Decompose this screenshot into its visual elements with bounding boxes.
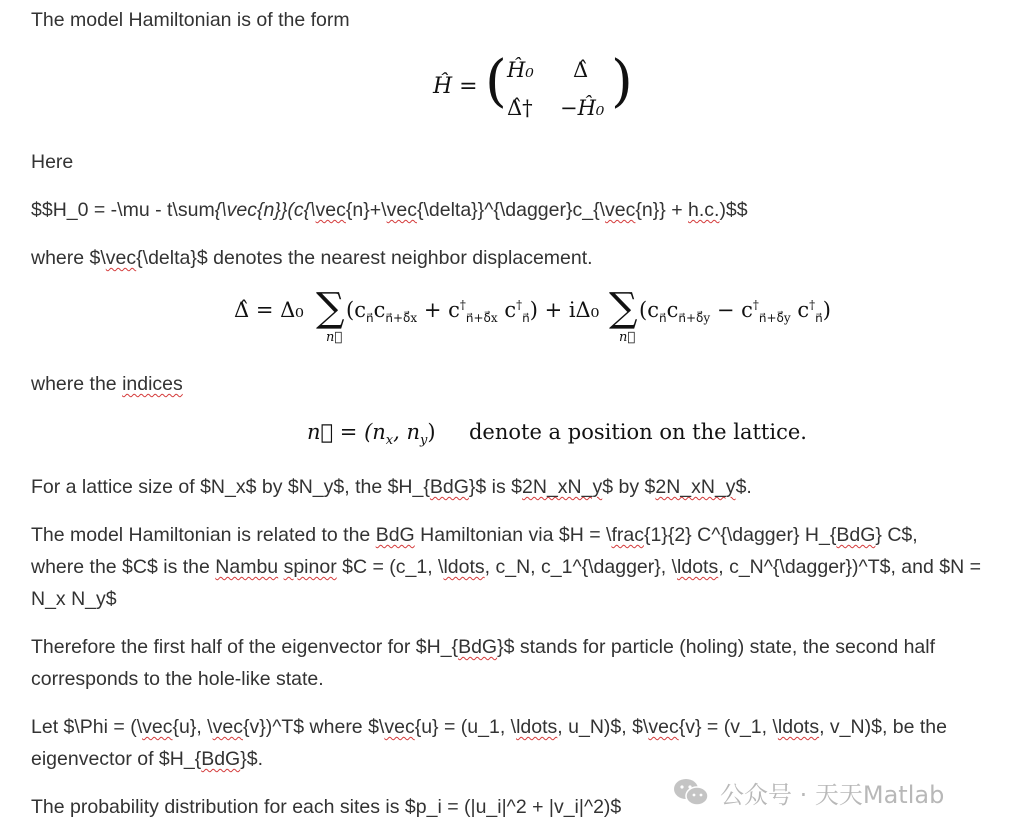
here-label: Here (31, 151, 74, 173)
phi-definition-line2: eigenvector of $H_{BdG}$. (31, 748, 264, 770)
matrix-delta-dagger: Δ̂† (507, 96, 533, 120)
where-indices-line: where the indices (31, 373, 183, 395)
equation-lhs: Ĥ = (433, 74, 478, 99)
lattice-size-paragraph: For a lattice size of $N_x$ by $N_y$, the $H_{BdG}$ is $2N_xN_y$ by $2N_xN_y$. (31, 476, 752, 498)
matrix-delta: Δ̂ (573, 58, 589, 82)
bdg-relation-line: The model Hamiltonian is related to the BdG Hamiltonian via $H = \frac{1}{2} C^{\dagger} H_{BdG} C$, (31, 524, 918, 546)
phi-definition-line1: Let $\Phi = (\vec{u}, \vec{v})^T$ where $\vec{u} = (u_1, \ldots, u_N)$, $\vec{v} = (v_1, \ldots, v_N)$, be the (31, 716, 947, 738)
sum-index-2: n⃗ (619, 330, 636, 345)
hamiltonian-matrix-equation (433, 49, 633, 130)
wechat-icon (672, 777, 710, 807)
watermark (672, 772, 944, 812)
matrix-h0: Ĥ₀ (507, 58, 534, 82)
eigenvector-paragraph-line2: corresponds to the hole-like state. (31, 668, 324, 690)
h0-definition-line: $$H_0 = -\mu - t\sum{\vec{n}}(c{\vec{n}+\vec{\delta}}^{\dagger}c_{\vec{n}} + h.c.)$$ (31, 199, 748, 221)
sum-symbol-1: ∑ (316, 285, 345, 331)
nambu-spinor-line: where the $C$ is the Nambu spinor $C = (c_1, \ldots, c_N, c_1^{\dagger}, \ldots, c_N^{\dagger})^T$, and $N = (31, 556, 981, 578)
sum-index-1: n⃗ (326, 330, 343, 345)
intro-paragraph: The model Hamiltonian is of the form (31, 9, 350, 31)
nambu-spinor-line-2: N_x N_y$ (31, 588, 117, 610)
probability-paragraph: The probability distribution for each sites is $p_i = (|u_i|^2 + |v_i|^2)$ (31, 796, 622, 818)
eigenvector-paragraph-line1: Therefore the first half of the eigenvector for $H_{BdG}$ stands for particle (holing) state, the second half (31, 636, 936, 658)
right-paren: ) (611, 49, 633, 114)
position-vector-equation: n⃗ = ($n_x$, $n_y$) denote a position on the lattice. (307, 420, 807, 449)
delta-operator-equation: Δ̂ = Δ₀ ∑ n⃗ ($c_{n⃗}c_{n⃗+\delta⃗x} + c^\dagger_{n⃗+\delta⃗x}$ $c^\dagger_{n⃗}) + i\Delta_0$ ∑ n⃗ ($c_{n⃗}c_{n⃗+\delta⃗y} - c^\dagger_{n⃗+\delta⃗y}$ $c^\dagger_{n⃗}$) (234, 285, 831, 345)
watermark-text: 公众号 · 天天Matlab (720, 780, 945, 809)
matrix-neg-h0: −Ĥ₀ (560, 96, 605, 120)
left-paren: ( (485, 49, 507, 114)
sum-symbol-2: ∑ (609, 285, 638, 331)
where-delta-line: where $\vec{\delta}$ denotes the nearest neighbor displacement. (31, 247, 593, 269)
